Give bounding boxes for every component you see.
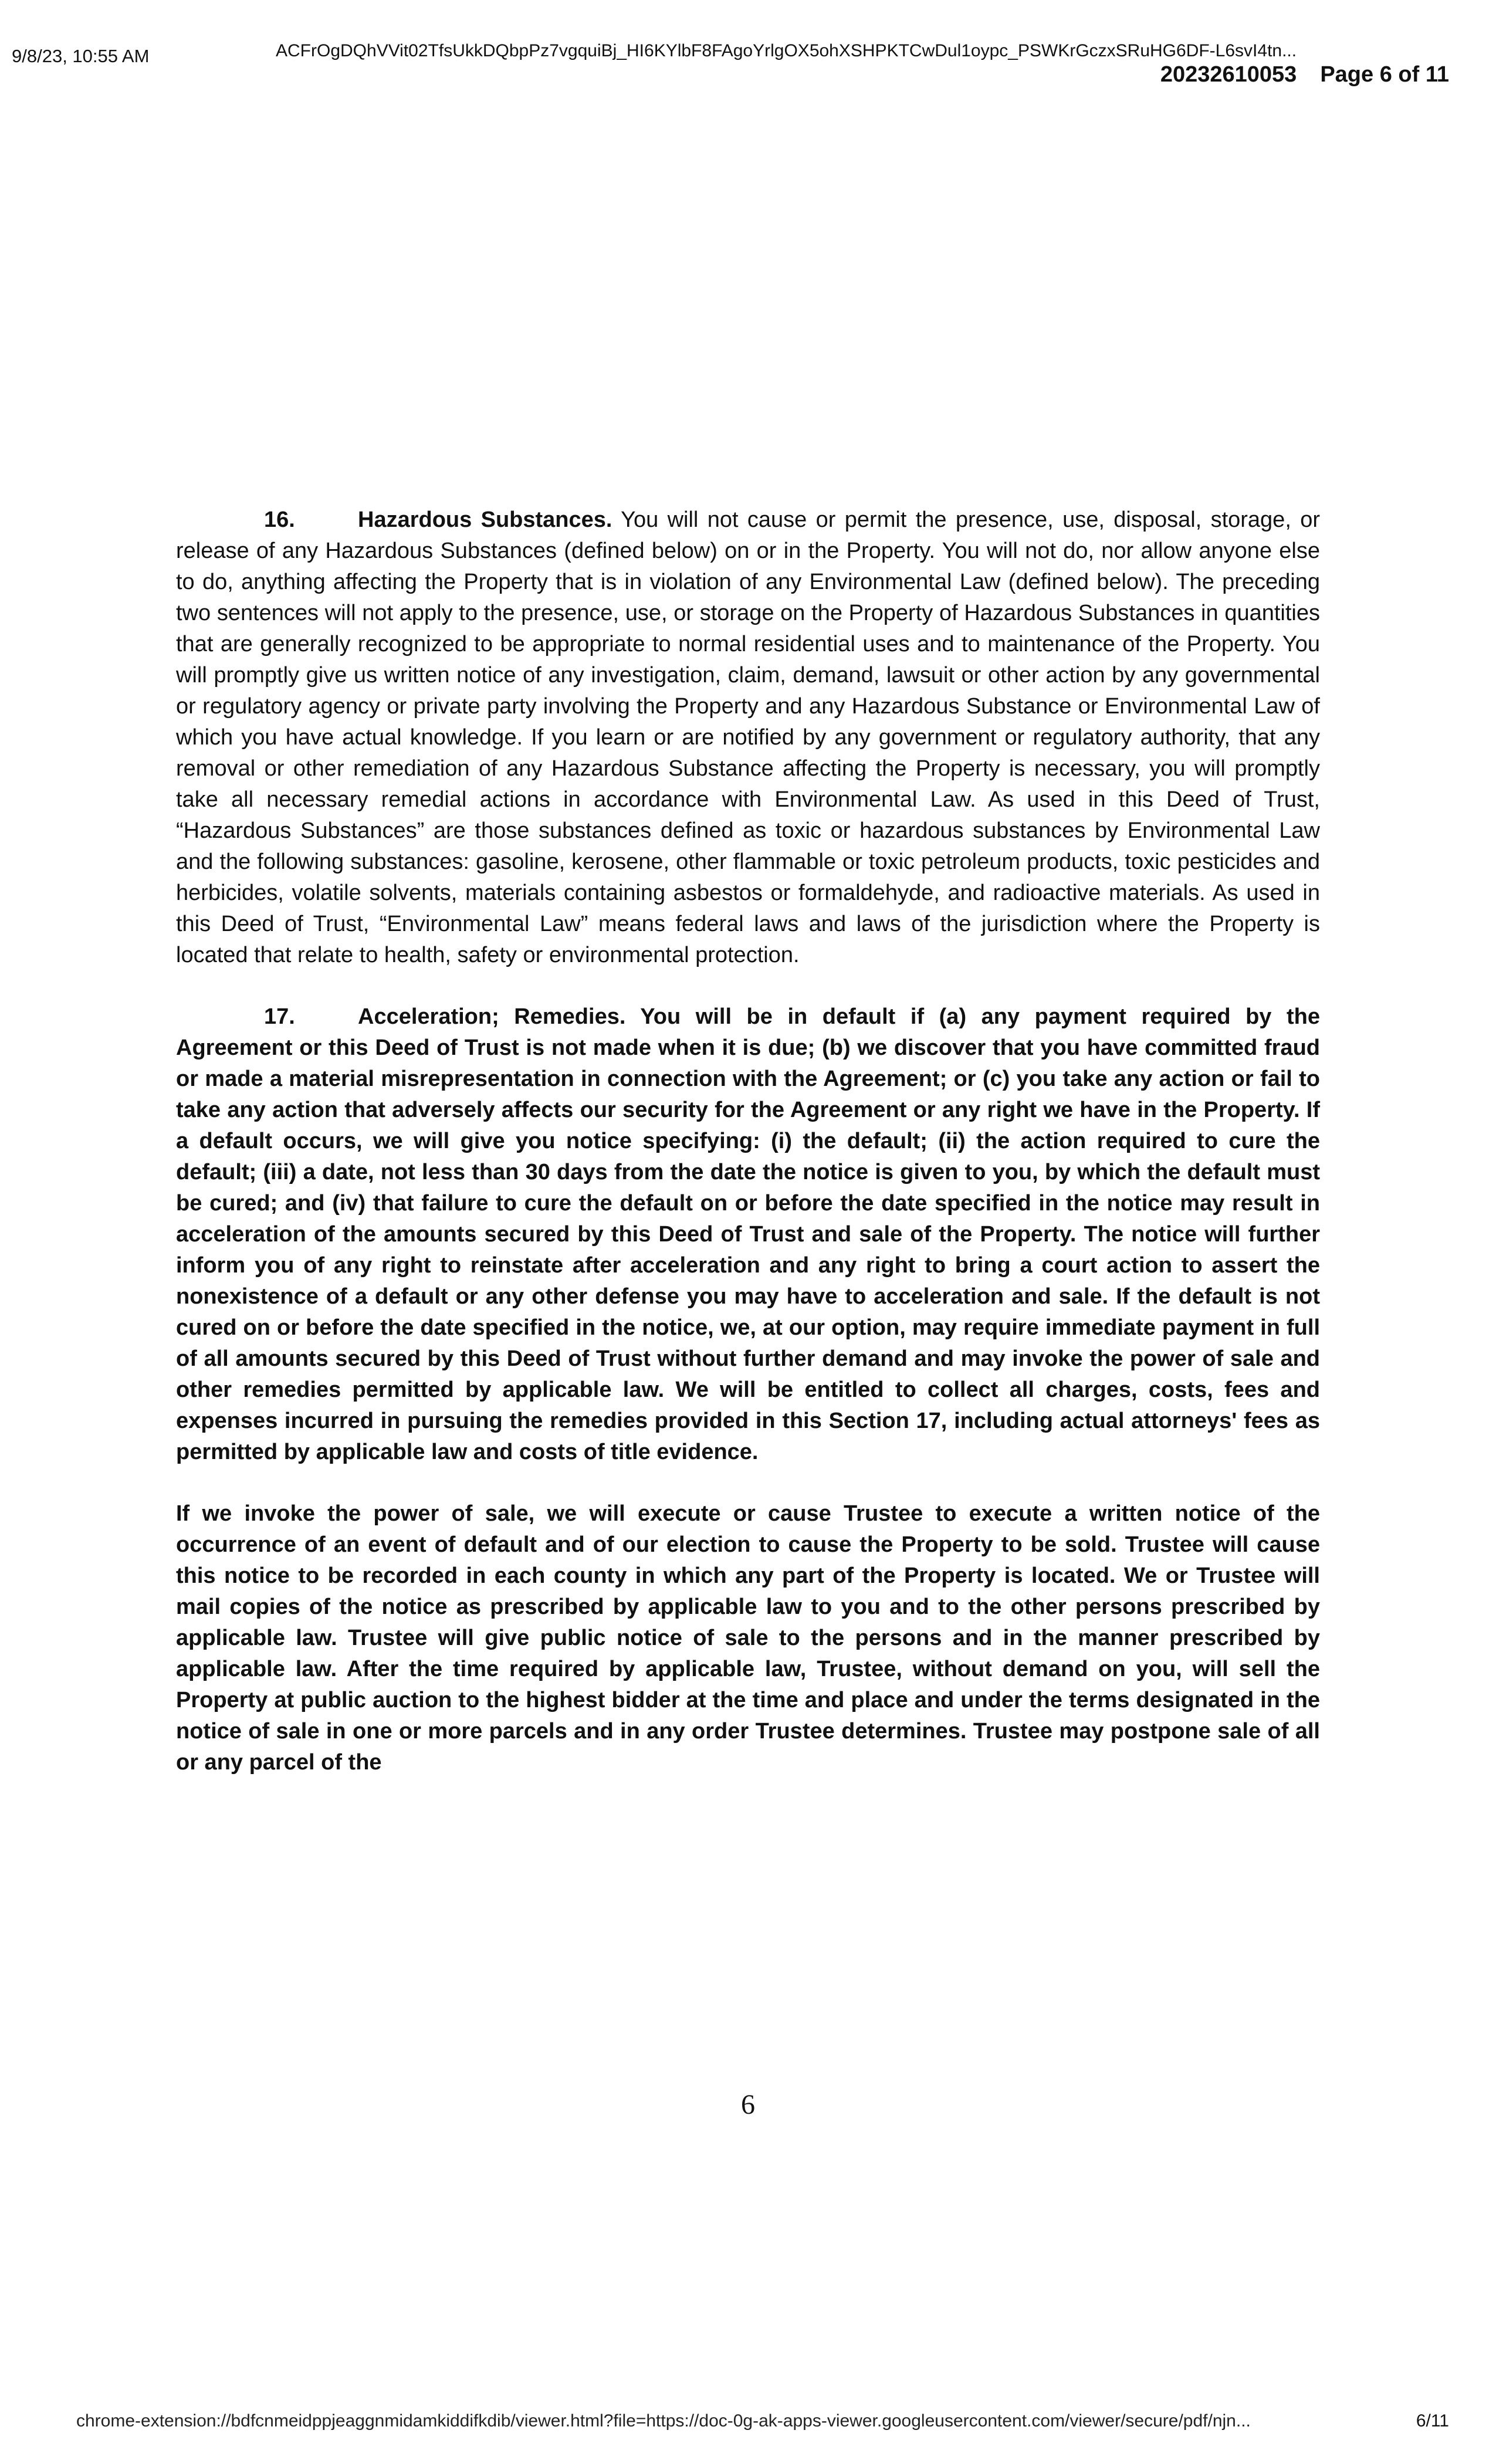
print-datetime: 9/8/23, 10:55 AM — [12, 46, 150, 66]
section-16-text: You will not cause or permit the presence, use, disposal, storage, or release of any Hazardous Substances (defined below) on or in the Property. You will not do, nor allow anyone else to do, anything affecting the Property that is in violation of any Environmental Law (defined below). The preceding two sentences will not apply to the presence, use, or storage on the Property of Hazardous Substances in quantities that are generally recognized to be appropriate to normal residential uses and to maintenance of the Property. You will promptly give us written notice of any investigation, claim, demand, lawsuit or other action by any governmental or regulatory agency or private party involving the Property and any Hazardous Substance or Environmental Law of which you have actual knowledge. If you learn or are notified by any government or regulatory authority, that any removal or other remediation of any Hazardous Substance affecting the Property is necessary, you will promptly take all necessary remedial actions in accordance with Environmental Law. As used in this Deed of Trust, “Hazardous Substances” are those substances defined as toxic or hazardous substances by Environmental Law and the following substances: gasoline, kerosene, other flammable or toxic petroleum products, toxic pesticides and herbicides, volatile solvents, materials containing asbestos or formaldehyde, and radioactive materials. As used in this Deed of Trust, “Environmental Law” means federal laws and laws of the jurisdiction where the Property is located that relate to health, safety or environmental protection. — [176, 507, 1321, 967]
page-of-label: Page 6 of 11 — [1320, 62, 1449, 87]
section-17-text: You will be in default if (a) any payment required by the Agreement or this Deed of Trust is not made when it is due; (b) we discover that you have committed fraud or made a material misrepresentation in connection with the Agreement; or (c) you take any action or fail to take any action that adversely affects our security for the Agreement or any right we have in the Property. If a default occurs, we will give you notice specifying: (i) the default; (ii) the action required to cure the default; (iii) a date, not less than 30 days from the date the notice is given to you, by which the default must be cured; and (iv) that failure to cure the default on or before the date specified in the notice may result in acceleration of the amounts secured by this Deed of Trust and sale of the Property. The notice will further inform you of any right to reinstate after acceleration and any right to bring a court action to assert the nonexistence of a default or any other defense you may have to acceleration and sale. If the default is not cured on or before the date specified in the notice, we, at our option, may require immediate payment in full of all amounts secured by this Deed of Trust without further demand and may invoke the power of sale and other remedies permitted by applicable law. We will be entitled to collect all charges, costs, fees and expenses incurred in pursuing the remedies provided in this Section 17, including actual attorneys' fees as permitted by applicable law and costs of title evidence. — [176, 1004, 1320, 1464]
document-body — [176, 505, 1320, 1809]
section-16-title: Hazardous Substances. — [358, 507, 612, 532]
section-17-title: Acceleration; Remedies. — [358, 1004, 626, 1029]
print-header — [12, 41, 1449, 94]
recording-number: 20232610053 — [1160, 62, 1297, 87]
page-number: 6 — [741, 2089, 755, 2120]
print-page-count: 6/11 — [1416, 2411, 1449, 2431]
recording-number-line — [1137, 62, 1449, 87]
section-16-paragraph — [176, 505, 1320, 971]
source-url-link[interactable]: chrome-extension://bdfcnmeidppjeaggnmidamkiddifkdib/viewer.html?file=https://doc-0g-ak-apps-viewer.googleusercontent.com/viewer/secure/pdf/njn... — [76, 2411, 1251, 2431]
section-17-paragraph — [176, 1001, 1320, 1468]
section-16-number: 16. — [264, 507, 295, 532]
section-17-number: 17. — [264, 1004, 295, 1029]
print-document-title: ACFrOgDQhVVit02TfsUkkDQbpPz7vgquiBj_HI6KYlbF8FAgoYrlgOX5ohXSHPKTCwDul1oypc_PSWKrGczxSRuHG6DF-L6svI4tn... — [276, 41, 1297, 60]
print-footer — [76, 2411, 1449, 2441]
power-of-sale-paragraph: If we invoke the power of sale, we will execute or cause Trustee to execute a written notice of the occurrence of an event of default and of our election to cause the Property to be sold. Trustee will cause this notice to be recorded in each county in which any part of the Property is located. We or Trustee will mail copies of the notice as prescribed by applicable law to you and to the other persons prescribed by applicable law. Trustee will give public notice of sale to the persons and in the manner prescribed by applicable law. After the time required by applicable law, Trustee, without demand on you, will sell the Property at public auction to the highest bidder at the time and place and under the terms designated in the notice of sale in one or more parcels and in any order Trustee determines. Trustee may postpone sale of all or any parcel of the — [176, 1501, 1320, 1775]
